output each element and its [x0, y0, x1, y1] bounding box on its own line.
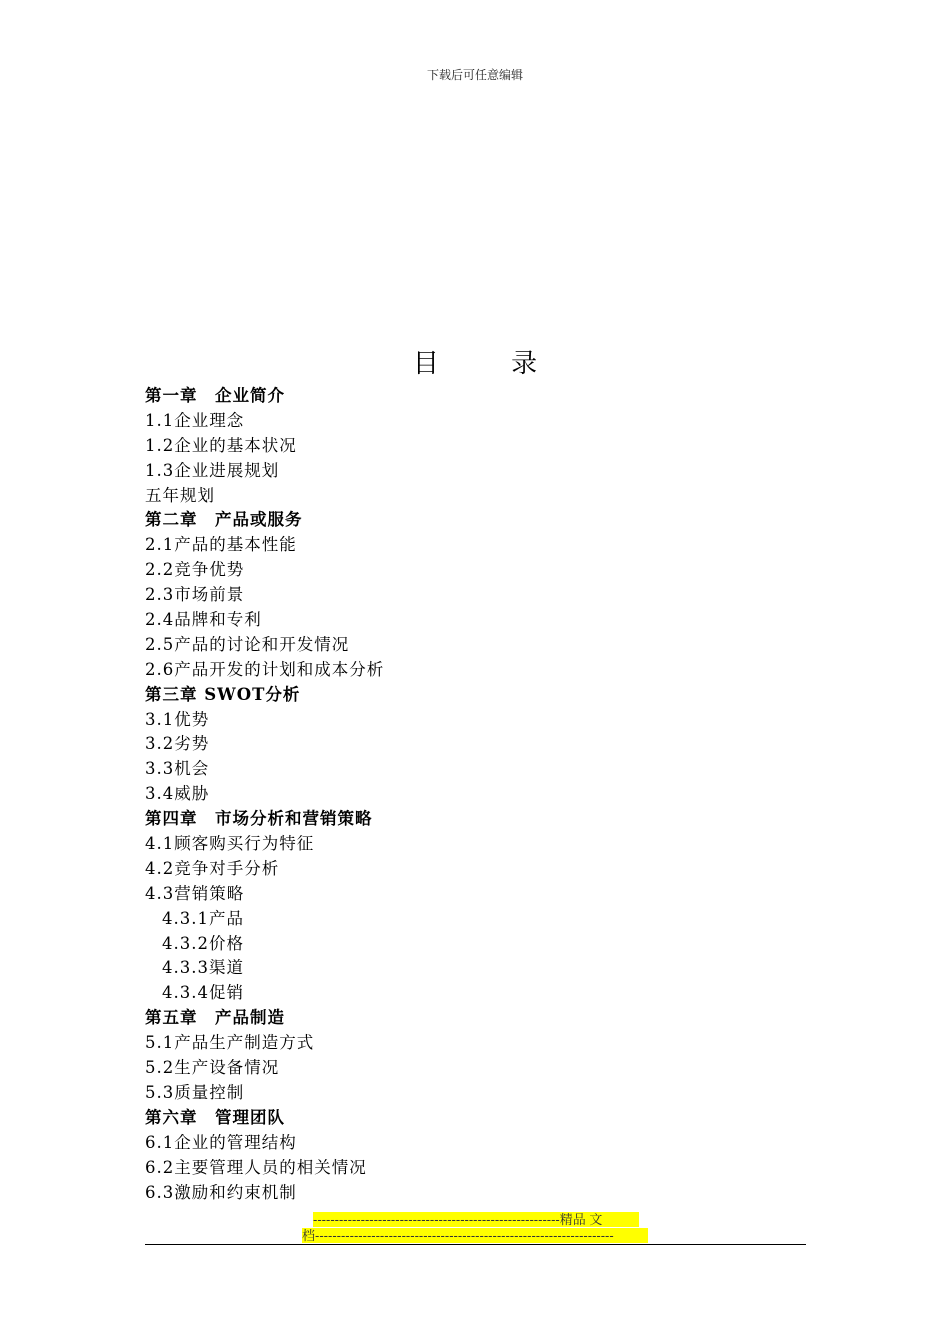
toc-chapter-heading: 第四章 市场分析和营销策略 — [145, 809, 373, 829]
page-header: 下载后可任意编辑 — [426, 68, 523, 82]
toc-subsection-item: 4.3.3渠道 — [162, 958, 244, 978]
toc-section-item: 2.5产品的讨论和开发情况 — [145, 634, 350, 654]
toc-section-item: 6.2主要管理人员的相关情况 — [145, 1157, 367, 1177]
toc-section-item: 2.3市场前景 — [145, 585, 245, 605]
toc-chapter-heading: 第三章 SWOT分析 — [145, 684, 301, 704]
toc-section-item: 6.1企业的管理结构 — [145, 1132, 297, 1152]
toc-section-item: 五年规划 — [145, 485, 215, 505]
toc-section-item: 1.3企业进展规划 — [145, 460, 280, 480]
toc-section-item: 4.3营销策略 — [145, 883, 245, 903]
toc-section-item: 4.2竞争对手分析 — [145, 858, 280, 878]
toc-section-item: 2.4品牌和专利 — [145, 610, 262, 630]
toc-subsection-item: 4.3.4促销 — [162, 983, 244, 1003]
toc-subsection-item: 4.3.2价格 — [162, 933, 244, 953]
toc-section-item: 1.1企业理念 — [145, 410, 245, 430]
toc-title: 目 录 — [412, 349, 570, 379]
toc-chapter-heading: 第五章 产品制造 — [145, 1008, 285, 1028]
footer-rule — [145, 1244, 806, 1245]
toc-section-item: 6.3激励和约束机制 — [145, 1182, 297, 1202]
toc-chapter-heading: 第二章 产品或服务 — [145, 510, 303, 530]
table-of-contents — [145, 384, 825, 1205]
toc-section-item: 2.1产品的基本性能 — [145, 535, 297, 555]
toc-section-item: 3.4威胁 — [145, 784, 210, 804]
toc-section-item: 3.1优势 — [145, 709, 210, 729]
toc-section-item: 5.2生产设备情况 — [145, 1058, 280, 1078]
toc-section-item: 5.3质量控制 — [145, 1082, 245, 1102]
toc-section-item: 4.1顾客购买行为特征 — [145, 834, 315, 854]
toc-subsection-item: 4.3.1产品 — [162, 908, 244, 928]
toc-section-item: 2.2竞争优势 — [145, 560, 245, 580]
toc-section-item: 1.2企业的基本状况 — [145, 435, 297, 455]
toc-chapter-heading: 第一章 企业简介 — [145, 386, 285, 405]
toc-section-item: 5.1产品生产制造方式 — [145, 1033, 315, 1053]
toc-section-item: 3.3机会 — [145, 759, 210, 779]
toc-section-item: 2.6产品开发的计划和成本分析 — [145, 659, 385, 679]
footer-highlight-line-2: 档--------------------------------------------------------------------- — [302, 1228, 648, 1243]
toc-section-item: 3.2劣势 — [145, 734, 210, 754]
toc-chapter-heading: 第六章 管理团队 — [145, 1107, 285, 1127]
footer-highlight-line-1: ---------------------------------------------------------精品 文 — [313, 1212, 639, 1227]
